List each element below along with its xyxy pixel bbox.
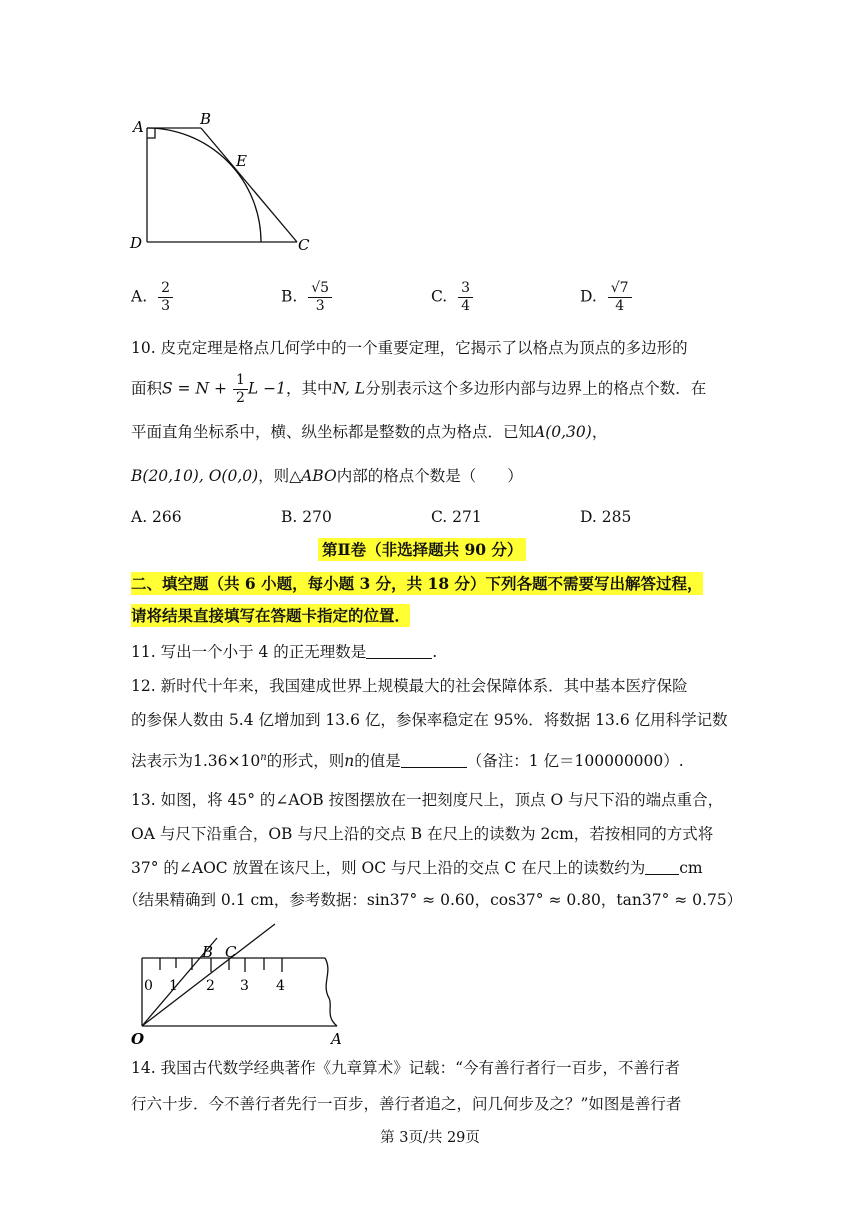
label-a: A xyxy=(133,118,144,136)
q14-line1: 14. 我国古代数学经典著作《九章算术》记载：“今有善行者行一百步，不善行者 xyxy=(131,1059,681,1077)
label-e: E xyxy=(236,152,247,170)
figure-ruler xyxy=(125,918,355,1046)
label-a: A xyxy=(331,1030,342,1046)
q9-option-d: D. $\frac{√7}{4}$ xyxy=(580,280,632,315)
q12-line3: 法表示为$1.36\times 10^n$的形式，则n的值是 （备注：1 亿＝100000000）. xyxy=(131,752,684,771)
figure-quarter-circle xyxy=(125,108,325,258)
ruler-tick-3: 3 xyxy=(240,978,249,994)
q10-line3: 平面直角坐标系中，横、纵坐标都是整数的点为格点．已知A(0,30)， xyxy=(131,423,608,441)
q11: 11. 写出一个小于 4 的正无理数是 . xyxy=(131,643,438,661)
ruler-tick-2: 2 xyxy=(206,978,215,994)
q10-option-a: A. 266 xyxy=(131,508,182,526)
part2-title: 第Ⅱ卷（非选择题共 90 分） xyxy=(318,538,526,561)
q10-line2: 面积S = N + $\frac{1}{2}$ L −1，其中N, L分别表示这个多边形内部与边界上的格点个数．在 xyxy=(131,372,707,406)
q10-option-c: C. 271 xyxy=(431,508,482,526)
q13-line3: 37° 的∠AOC 放置在该尺上，则 OC 与尺上沿的交点 C 在尺上的读数约为 cm xyxy=(131,859,703,877)
label-b: B xyxy=(202,943,214,961)
q10-option-b: B. 270 xyxy=(281,508,332,526)
q12-line2: 的参保人数由 5.4 亿增加到 13.6 亿，参保率稳定在 95%．将数据 13.6 亿用科学记数 xyxy=(131,711,728,729)
section2-line1: 二、填空题（共 6 小题，每小题 3 分，共 18 分）下列各题不需要写出解答过程， xyxy=(131,574,703,593)
q10-line1: 10. 皮克定理是格点几何学中的一个重要定理，它揭示了以格点为顶点的多边形的 xyxy=(131,339,688,357)
ruler-tick-0: 0 xyxy=(144,978,153,994)
label-c: C xyxy=(225,943,237,961)
ruler-tick-1: 1 xyxy=(169,978,178,994)
q10-line4: B(20,10), O(0,0)，则△ABO内部的格点个数是（ ） xyxy=(131,467,523,485)
label-c: C xyxy=(298,236,310,254)
q13-line2: OA 与尺下沿重合，OB 与尺上沿的交点 B 在尺上的读数为 2cm，若按相同的方式将 xyxy=(131,825,714,843)
page-footer: 第 3页/共 29页 xyxy=(380,1130,480,1146)
q14-line2: 行六十步．今不善行者先行一百步，善行者追之，问几何步及之？”如图是善行者 xyxy=(131,1095,682,1113)
q9-option-a: A. $\frac{2}{3}$ xyxy=(131,280,173,315)
label-d: D xyxy=(130,234,143,252)
q13-line1: 13. 如图，将 45° 的∠AOB 按图摆放在一把刻度尺上，顶点 O 与尺下沿的端点重合， xyxy=(131,791,724,809)
q9-option-c: C. $\frac{3}{4}$ xyxy=(431,280,473,315)
label-b: B xyxy=(200,110,212,128)
label-o: O xyxy=(131,1030,145,1046)
q10-option-d: D. 285 xyxy=(580,508,632,526)
section2-line2: 请将结果直接填写在答题卡指定的位置． xyxy=(131,606,411,625)
q12-line1: 12. 新时代十年来，我国建成世界上规模最大的社会保障体系．其中基本医疗保险 xyxy=(131,677,688,695)
q9-option-b: B. $\frac{√5}{3}$ xyxy=(281,280,332,315)
q13-line4: （结果精确到 0.1 cm，参考数据：sin37° ≈ 0.60，cos37° ≈ 0.80，tan37° ≈ 0.75） xyxy=(123,891,743,909)
ruler-tick-4: 4 xyxy=(276,978,285,994)
